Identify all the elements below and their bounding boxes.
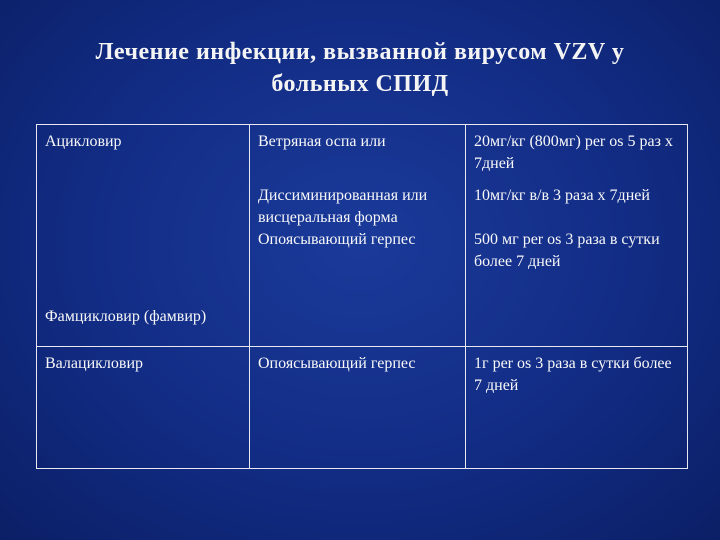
indication-chickenpox: Ветряная оспа или	[258, 133, 386, 150]
indication-cell	[250, 125, 466, 347]
drug-famciclovir: Фамцикловир (фамвир)	[45, 308, 207, 325]
treatment-table	[36, 124, 688, 469]
slide-title-line-1: Лечение инфекции, вызванной вирусом VZV у	[95, 39, 625, 65]
slide-title	[40, 36, 680, 100]
dose-chickenpox: 20мг/кг (800мг) per os 5 раз х 7дней	[474, 133, 673, 172]
indication-herpes-zoster: Опоясывающий герпес	[250, 347, 466, 469]
table-row	[37, 347, 688, 469]
dose-disseminated: 10мг/кг в/в 3 раза х 7дней	[474, 187, 650, 204]
slide-title-line-2: больных СПИД	[271, 71, 449, 97]
dose-valacyclovir: 1г per os 3 раза в сутки более 7 дней	[466, 347, 688, 469]
drug-acyclovir: Ацикловир	[45, 133, 122, 150]
indication-herpes-zoster: Опоясывающий герпес	[258, 231, 416, 248]
dose-herpes-zoster: 500 мг per os 3 раза в сутки более 7 дней	[474, 231, 660, 270]
table-row	[37, 125, 688, 347]
indication-disseminated: Диссиминированная или висцеральная форма	[258, 187, 428, 226]
drug-valacyclovir: Валацикловир	[37, 347, 250, 469]
dose-cell	[466, 125, 688, 347]
drug-cell	[37, 125, 250, 347]
